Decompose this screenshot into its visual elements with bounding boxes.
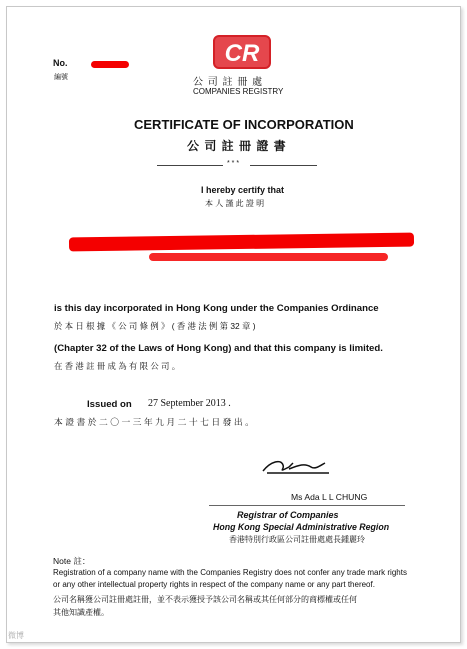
issued-label: Issued on <box>87 399 132 410</box>
note-line2-cn: 其他知識產權。 <box>53 608 109 617</box>
note-line1-cn: 公司名稱獲公司註冊處註冊，並不表示獲授予該公司名稱或其任何部分的商標權或任何 <box>53 595 357 604</box>
redacted-company-name <box>69 233 414 252</box>
registry-name-cn: 公 司 註 冊 處 <box>193 77 264 88</box>
certificate-title-en: CERTIFICATE OF INCORPORATION <box>134 117 354 132</box>
registrar-title-cn: 香港特別行政區公司註冊處處長鍾麗玲 <box>229 535 365 544</box>
divider-stars: * * * <box>227 160 240 167</box>
divider-left <box>157 165 223 166</box>
certificate-title-cn: 公 司 註 冊 證 書 <box>187 139 287 153</box>
registrar-signature <box>259 453 335 477</box>
note-line1-en: Registration of a company name with the Companies Registry does not confer any trade mark rights <box>53 568 407 577</box>
registrar-title: Registrar of Companies <box>237 510 339 520</box>
note-label: Note 註： <box>53 556 91 566</box>
redacted-company-name-cn <box>149 253 388 261</box>
redacted-number <box>91 61 129 68</box>
body-line2-cn: 在 香 港 註 冊 成 為 有 限 公 司 。 <box>54 361 181 371</box>
certify-text-en: I hereby certify that <box>201 185 285 195</box>
note-line2-en: or any other intellectual property rights in respect of the company name or any part thereof. <box>53 580 375 589</box>
body-line1-en: is this day incorporated in Hong Kong under the Companies Ordinance <box>54 303 379 314</box>
region-title: Hong Kong Special Administrative Region <box>213 522 390 532</box>
signatory-name: Ms Ada L L CHUNG <box>291 492 368 502</box>
number-label-cn: 編號 <box>54 74 68 81</box>
issued-date-cn: 本 證 書 於 二 〇 一 三 年 九 月 二 十 七 日 發 出 。 <box>54 417 254 427</box>
body-line2-en: (Chapter 32 of the Laws of Hong Kong) and that this company is limited. <box>54 343 383 354</box>
companies-registry-logo: CR <box>213 35 271 69</box>
number-label: No. <box>53 58 68 68</box>
weibo-watermark: 微博 <box>8 631 24 640</box>
certificate-page <box>6 6 461 643</box>
issued-date: 27 September 2013 . <box>148 398 231 409</box>
divider-right <box>250 165 317 166</box>
certify-text-cn: 本 人 謹 此 證 明 <box>205 199 265 208</box>
signature-line <box>209 505 405 506</box>
registry-name-en: COMPANIES REGISTRY <box>193 87 284 96</box>
body-line1-cn: 於 本 日 根 據 《 公 司 條 例 》 ( 香 港 法 例 第 32 章 ) <box>54 321 256 331</box>
